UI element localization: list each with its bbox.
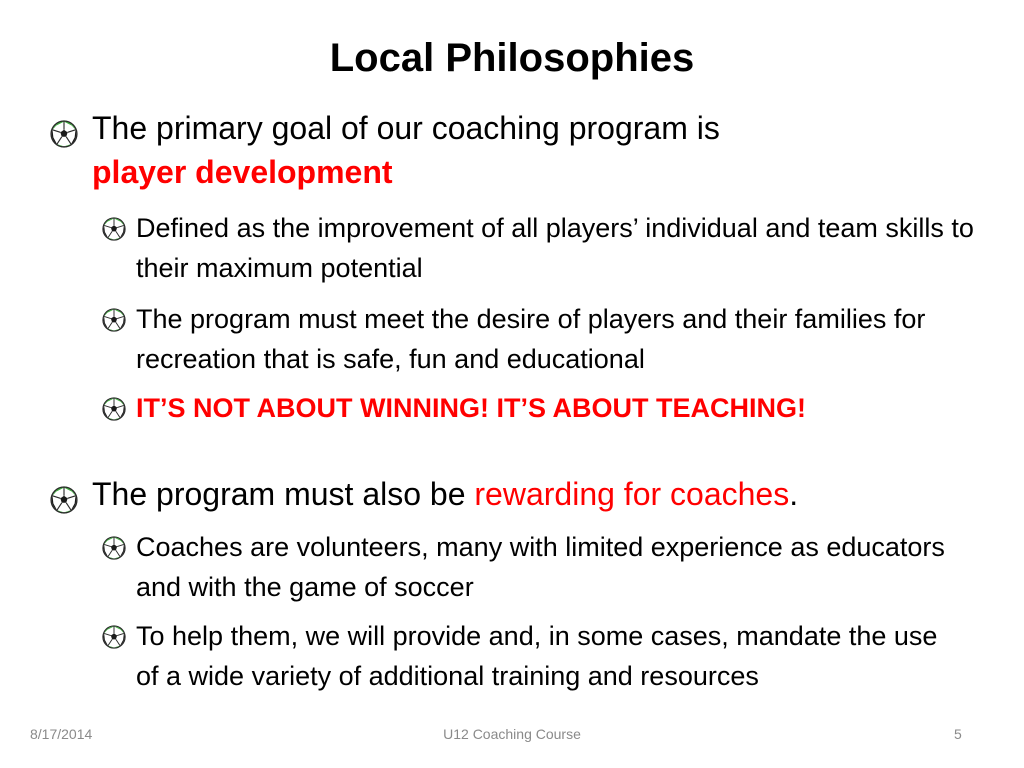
bullet-text: Coaches are volunteers, many with limited experience as educators and with the game of soccer xyxy=(136,532,945,602)
bullet-emphasis: rewarding for coaches xyxy=(474,476,790,512)
bullet-text: To help them, we will provide and, in some cases, mandate the use of a wide variety of additional training and resources xyxy=(136,621,938,691)
soccer-ball-icon xyxy=(102,397,126,421)
footer-date: 8/17/2014 xyxy=(30,726,93,742)
soccer-ball-icon xyxy=(50,486,78,514)
bullet-emphasis: player development xyxy=(92,154,393,190)
bullet-text-end: . xyxy=(789,476,799,512)
soccer-ball-icon xyxy=(102,217,126,241)
bullet-text: IT’S NOT ABOUT WINNING! IT’S ABOUT TEACHING! xyxy=(136,393,806,423)
bullet-text xyxy=(92,106,972,194)
soccer-ball-icon xyxy=(50,120,78,148)
bullet-text-main: The program must also be xyxy=(92,476,466,512)
slide-title: Local Philosophies xyxy=(329,36,695,80)
bullet-text xyxy=(92,472,972,516)
soccer-ball-icon xyxy=(102,625,126,649)
bullet-text-main: The primary goal of our coaching program is xyxy=(92,110,720,146)
bullet-text: The program must meet the desire of players and their families for recreation that is safe, fun and educational xyxy=(136,304,926,374)
footer-page-number: 5 xyxy=(954,726,962,742)
footer-course-name: U12 Coaching Course xyxy=(443,726,581,742)
soccer-ball-icon xyxy=(102,536,126,560)
bullet-text: Defined as the improvement of all players’ individual and team skills to their maximum potential xyxy=(136,213,974,283)
soccer-ball-icon xyxy=(102,308,126,332)
